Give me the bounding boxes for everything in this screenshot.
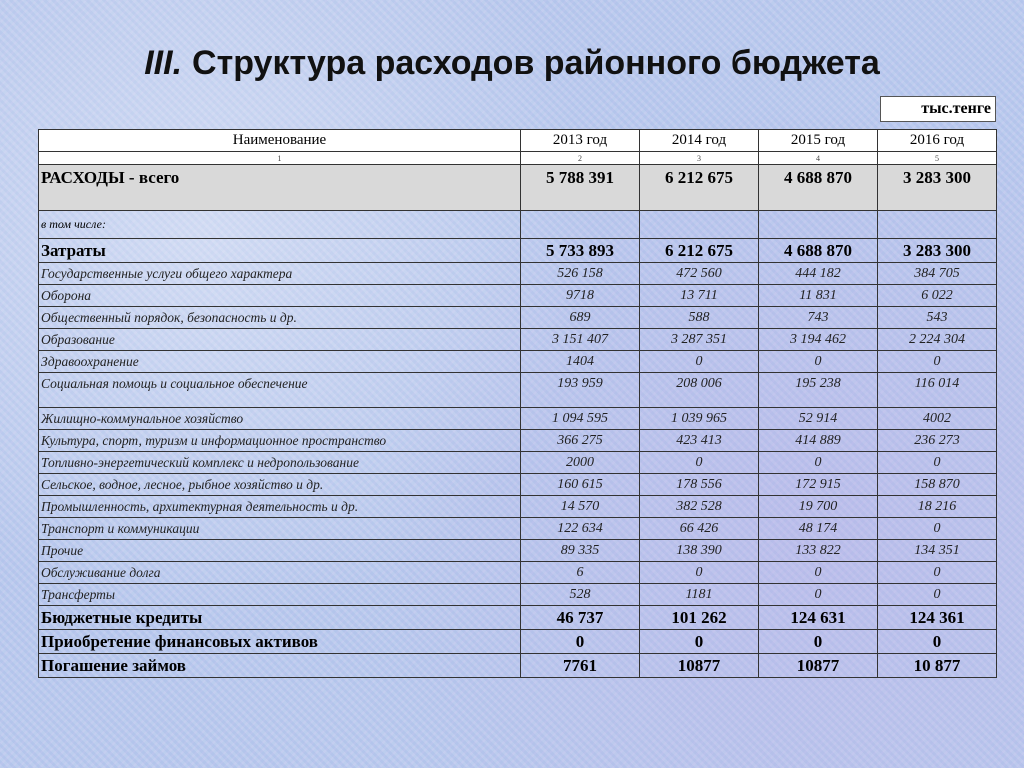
expense-item-row	[39, 373, 997, 408]
value-cell: 0	[878, 630, 997, 654]
value-cell: 5 788 391	[521, 165, 640, 211]
summary-row	[39, 606, 997, 630]
value-cell: 444 182	[759, 263, 878, 285]
row-name: Топливно-энергетический комплекс и недропользование	[39, 452, 521, 474]
title-text: Структура расходов районного бюджета	[192, 44, 880, 82]
value-cell: 6	[521, 562, 640, 584]
value-cell: 158 870	[878, 474, 997, 496]
expense-item-row	[39, 474, 997, 496]
header-cell: 2016 год	[878, 130, 997, 152]
column-number: 3	[640, 152, 759, 165]
row-name: Государственные услуги общего характера	[39, 263, 521, 285]
value-cell: 0	[759, 452, 878, 474]
value-cell: 543	[878, 307, 997, 329]
row-name: Бюджетные кредиты	[39, 606, 521, 630]
value-cell: 0	[878, 351, 997, 373]
value-cell: 134 351	[878, 540, 997, 562]
value-cell: 0	[521, 630, 640, 654]
expense-item-row	[39, 263, 997, 285]
expense-item-row	[39, 562, 997, 584]
row-name: Образование	[39, 329, 521, 351]
column-number: 2	[521, 152, 640, 165]
value-cell: 122 634	[521, 518, 640, 540]
value-cell: 0	[759, 562, 878, 584]
header-cell: 2014 год	[640, 130, 759, 152]
value-cell: 10 877	[878, 654, 997, 678]
value-cell: 414 889	[759, 430, 878, 452]
value-cell: 0	[759, 630, 878, 654]
value-cell: 236 273	[878, 430, 997, 452]
header-cell: 2013 год	[521, 130, 640, 152]
value-cell: 116 014	[878, 373, 997, 408]
value-cell: 133 822	[759, 540, 878, 562]
value-cell: 0	[640, 562, 759, 584]
budget-table	[38, 129, 997, 678]
value-cell: 48 174	[759, 518, 878, 540]
value-cell: 0	[640, 452, 759, 474]
row-name: Культура, спорт, туризм и информационное пространство	[39, 430, 521, 452]
value-cell: 0	[878, 518, 997, 540]
value-cell: 689	[521, 307, 640, 329]
row-name: Социальная помощь и социальное обеспечение	[39, 373, 521, 408]
unit-label: тыс.тенге	[880, 96, 996, 122]
value-cell: 0	[878, 584, 997, 606]
expense-item-row	[39, 518, 997, 540]
value-cell: 66 426	[640, 518, 759, 540]
row-name: Жилищно-коммунальное хозяйство	[39, 408, 521, 430]
value-cell: 366 275	[521, 430, 640, 452]
value-cell: 526 158	[521, 263, 640, 285]
value-cell: 208 006	[640, 373, 759, 408]
value-cell: 0	[640, 351, 759, 373]
value-cell: 382 528	[640, 496, 759, 518]
expense-item-row	[39, 307, 997, 329]
header-cell: 2015 год	[759, 130, 878, 152]
value-cell: 0	[878, 562, 997, 584]
expense-item-row	[39, 329, 997, 351]
row-name: Затраты	[39, 239, 521, 263]
value-cell: 1404	[521, 351, 640, 373]
value-cell: 6 212 675	[640, 239, 759, 263]
column-number: 4	[759, 152, 878, 165]
row-name: РАСХОДЫ - всего	[39, 165, 521, 211]
value-cell: 3 283 300	[878, 165, 997, 211]
row-name: Оборона	[39, 285, 521, 307]
including-note: в том числе:	[39, 211, 521, 239]
row-name: Прочие	[39, 540, 521, 562]
expense-item-row	[39, 584, 997, 606]
value-cell: 10877	[759, 654, 878, 678]
value-cell: 195 238	[759, 373, 878, 408]
value-cell: 1181	[640, 584, 759, 606]
value-cell: 138 390	[640, 540, 759, 562]
header-row	[39, 130, 997, 152]
value-cell: 5 733 893	[521, 239, 640, 263]
column-number: 1	[39, 152, 521, 165]
value-cell: 6 212 675	[640, 165, 759, 211]
value-cell: 52 914	[759, 408, 878, 430]
value-cell: 9718	[521, 285, 640, 307]
value-cell: 3 151 407	[521, 329, 640, 351]
value-cell: 0	[878, 452, 997, 474]
value-cell: 1 094 595	[521, 408, 640, 430]
section-number: III.	[144, 44, 183, 82]
value-cell: 0	[759, 351, 878, 373]
value-cell: 3 194 462	[759, 329, 878, 351]
value-cell: 4 688 870	[759, 239, 878, 263]
row-name: Обслуживание долга	[39, 562, 521, 584]
including-row	[39, 211, 997, 239]
row-name: Трансферты	[39, 584, 521, 606]
value-cell: 14 570	[521, 496, 640, 518]
value-cell: 6 022	[878, 285, 997, 307]
row-name: Промышленность, архитектурная деятельность и др.	[39, 496, 521, 518]
value-cell: 7761	[521, 654, 640, 678]
empty-cell	[759, 211, 878, 239]
value-cell: 743	[759, 307, 878, 329]
summary-row	[39, 654, 997, 678]
value-cell: 2 224 304	[878, 329, 997, 351]
value-cell: 89 335	[521, 540, 640, 562]
column-number: 5	[878, 152, 997, 165]
expense-item-row	[39, 496, 997, 518]
value-cell: 46 737	[521, 606, 640, 630]
expense-item-row	[39, 351, 997, 373]
value-cell: 124 361	[878, 606, 997, 630]
row-name: Общественный порядок, безопасность и др.	[39, 307, 521, 329]
value-cell: 172 915	[759, 474, 878, 496]
empty-cell	[878, 211, 997, 239]
row-name: Погашение займов	[39, 654, 521, 678]
value-cell: 588	[640, 307, 759, 329]
value-cell: 4 688 870	[759, 165, 878, 211]
value-cell: 193 959	[521, 373, 640, 408]
value-cell: 101 262	[640, 606, 759, 630]
column-number-row	[39, 152, 997, 165]
total-expenses-row	[39, 165, 997, 211]
expense-item-row	[39, 452, 997, 474]
value-cell: 4002	[878, 408, 997, 430]
row-name: Транспорт и коммуникации	[39, 518, 521, 540]
value-cell: 10877	[640, 654, 759, 678]
value-cell: 528	[521, 584, 640, 606]
value-cell: 178 556	[640, 474, 759, 496]
expense-item-row	[39, 540, 997, 562]
value-cell: 0	[640, 630, 759, 654]
empty-cell	[521, 211, 640, 239]
row-name: Сельское, водное, лесное, рыбное хозяйство и др.	[39, 474, 521, 496]
value-cell: 2000	[521, 452, 640, 474]
value-cell: 13 711	[640, 285, 759, 307]
value-cell: 0	[759, 584, 878, 606]
value-cell: 18 216	[878, 496, 997, 518]
summary-row	[39, 630, 997, 654]
value-cell: 3 287 351	[640, 329, 759, 351]
empty-cell	[640, 211, 759, 239]
value-cell: 1 039 965	[640, 408, 759, 430]
value-cell: 124 631	[759, 606, 878, 630]
value-cell: 3 283 300	[878, 239, 997, 263]
expense-item-row	[39, 408, 997, 430]
value-cell: 160 615	[521, 474, 640, 496]
header-cell: Наименование	[39, 130, 521, 152]
value-cell: 11 831	[759, 285, 878, 307]
expense-item-row	[39, 430, 997, 452]
page-title	[0, 44, 1024, 83]
row-name: Приобретение финансовых активов	[39, 630, 521, 654]
value-cell: 423 413	[640, 430, 759, 452]
expense-item-row	[39, 285, 997, 307]
row-name: Здравоохранение	[39, 351, 521, 373]
value-cell: 19 700	[759, 496, 878, 518]
value-cell: 472 560	[640, 263, 759, 285]
value-cell: 384 705	[878, 263, 997, 285]
zatraty-row	[39, 239, 997, 263]
